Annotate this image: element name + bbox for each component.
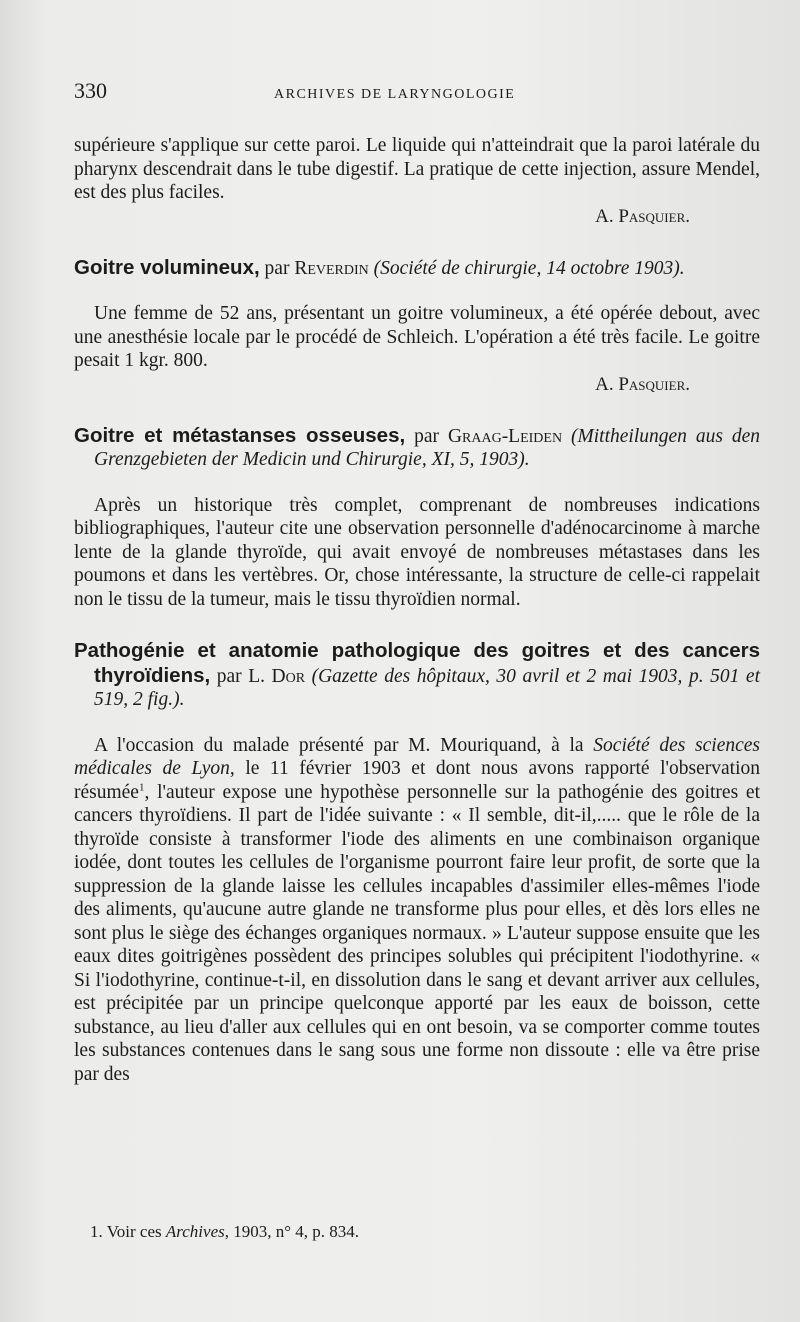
entry-body: Une femme de 52 ans, présentant un goitre volumineux, a été opérée debout, avec une anesthésie locale par le procédé de Schleich. L'opération a été très facile. Le goitre pesait 1 kgr. 800. (74, 303, 760, 371)
footnote-number: 1. (90, 1222, 103, 1241)
entry-title: Goitre volumineux, (74, 255, 260, 279)
entry-by: par (264, 257, 290, 279)
entry-source: (Société de chirurgie, 14 octobre 1903). (373, 257, 685, 279)
entry-title: Goitre et métastanses osseuses, (74, 423, 406, 447)
footnote-marker: 1 (138, 781, 145, 793)
review-entry (74, 256, 760, 396)
entry-heading (74, 639, 760, 712)
entry-title: Pathogénie et anatomie pathologique des goitres et des cancers thyroïdiens, (74, 639, 760, 687)
running-header (74, 78, 760, 110)
signature: A. Pasquier. (595, 205, 690, 227)
signature: A. Pasquier. (595, 373, 690, 395)
entry-body: Après un historique très complet, comprenant de nombreuses indications bibliographiques, l'auteur cite une observation personnelle d'adénocarcinome à marche lente de la glande thyroïde, qui avait envoyé de nombreuses métastases dans les poumons et dans les vertèbres. Or, chose intéressante, la structure de celle-ci rappelait non le tissu de la tumeur, mais le tissu thyroïdien normal. (74, 494, 760, 610)
entry-heading (74, 424, 760, 472)
entry-source: (Gazette des hôpitaux, 30 avril et 2 mai 1903, p. 501 et 519, 2 fig.). (94, 665, 760, 710)
entry-by: par (216, 665, 242, 687)
continuation-text: supérieure s'applique sur cette paroi. Le liquide qui n'atteindrait que la paroi latérale du pharynx descendrait dans le tube digestif. La pratique de cette injection, assure Mendel, est des plus faciles. (74, 135, 760, 203)
entry-author: L. Dor (248, 665, 306, 687)
page-number: 330 (74, 78, 107, 103)
footnote: 1. Voir ces Archives, 1903, n° 4, p. 834. (90, 1222, 360, 1241)
review-entry (74, 639, 760, 1086)
entry-author: Graag-Leiden (447, 425, 563, 447)
review-entry (74, 424, 760, 612)
entry-source: (Mittheilungen aus den Grenzgebieten der Medicin und Chirurgie, XI, 5, 1903). (94, 425, 760, 470)
entry-author: Reverdin (294, 257, 369, 279)
footnote-italic: Archives (165, 1222, 225, 1241)
entry-heading (74, 256, 760, 281)
continuation-block (74, 134, 760, 228)
entry-body-italic: Société des sciences médicales de Lyon (74, 734, 761, 779)
entry-body: A l'occasion du malade présenté par M. Mouriquand, à la Société des sciences médicales de Lyon, le 11 février 1903 et dont nous avons rapporté l'observation résumée$^1$, l'auteur expose une hypothèse personnelle sur la pathogénie des goitres et cancers thyroïdiens. Il part de l'idée suivante : « Il semble, dit-il,..... que le rôle de la thyroïde consiste à transformer l'iode des aliments en une combinaison organique iodée, dont toutes les cellules de l'organisme pourront faire leur profit, de sorte que la suppression de la glande laisse les cellules incapables d'assimiler elles-mêmes l'iode des aliments, qu'aucune autre glande ne transforme plus pour elles, et dès lors elles ne sont plus le siège des échanges organiques normaux. » L'auteur suppose ensuite que les eaux dites goitrigènes possèdent des principes solubles qui précipitent l'iodothyrine. « Si l'iodothyrine, continue-t-il, en dissolution dans le sang et devant arriver aux cellules, est précipitée par un principe quelconque apporté par les eaux de boisson, cette substance, au lieu d'aller aux cellules qui en ont besoin, va se comporter comme toutes les substances contenues dans le sang sous une forme non dissoute : elle va être prise par des (74, 734, 761, 1085)
entry-by: par (414, 425, 440, 447)
journal-title: ARCHIVES DE LARYNGOLOGIE (274, 87, 516, 102)
